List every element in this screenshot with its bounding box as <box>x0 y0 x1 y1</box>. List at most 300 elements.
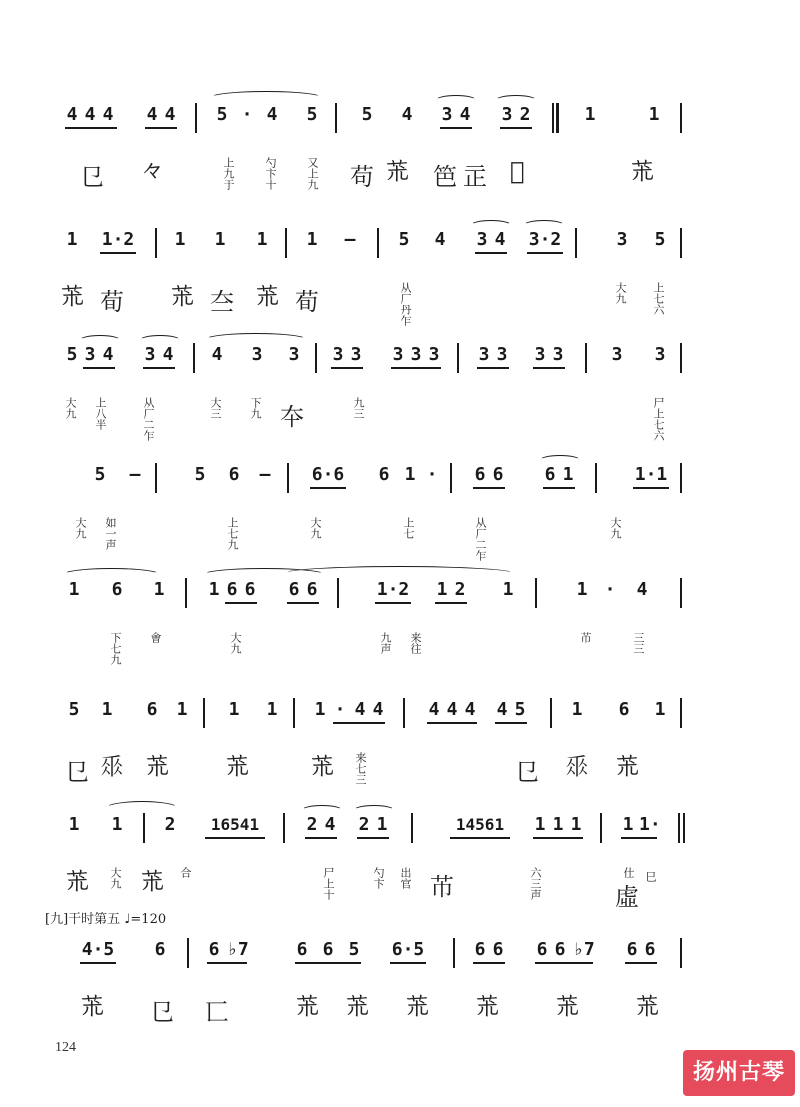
tab-annotation: 来往 <box>409 632 422 654</box>
note: — <box>129 464 141 485</box>
bar-line <box>335 103 337 133</box>
underline <box>225 602 257 604</box>
tab-annotation: 从厂丹乍 <box>399 282 412 326</box>
note: 6 <box>288 579 300 600</box>
note: 6 <box>536 939 548 960</box>
tab-annotation: 大三 <box>209 397 222 419</box>
jianzi-tablature-row <box>55 992 745 1052</box>
note: 3 <box>534 344 546 365</box>
repeat-bar <box>575 228 577 258</box>
note: 6 <box>226 579 238 600</box>
note: 3 <box>476 229 488 250</box>
tab-char: 𠚤 <box>140 157 164 185</box>
note: 6 <box>244 579 256 600</box>
bar-line <box>293 698 295 728</box>
note: 6 <box>474 939 486 960</box>
note: 1· <box>639 814 661 835</box>
number-notation-row <box>55 940 745 990</box>
tab-annotation: 又上九 <box>306 157 319 190</box>
note: 6 <box>146 699 158 720</box>
underline <box>535 962 593 964</box>
note: 1 <box>306 229 318 250</box>
underline <box>83 367 115 369</box>
bar-line <box>457 343 459 373</box>
note: 3 <box>616 229 628 250</box>
tab-annotation: 九三 <box>352 397 365 419</box>
underline <box>65 127 117 129</box>
note: 2 <box>306 814 318 835</box>
tab-char: 苟 <box>350 163 374 191</box>
note: — <box>259 464 271 485</box>
tab-char: 𦬸 <box>385 157 409 185</box>
note: 5 <box>194 464 206 485</box>
note: 6 <box>154 939 166 960</box>
end-bar <box>683 813 685 843</box>
tab-char: 𦬸 <box>405 992 429 1020</box>
tab-annotation: 仕 <box>622 867 635 878</box>
bar-line <box>453 938 455 968</box>
underline <box>533 367 565 369</box>
note: 1 <box>436 579 448 600</box>
note: 1·1 <box>634 464 668 485</box>
tab-char: 㱏 <box>463 163 487 191</box>
bar-line <box>550 698 552 728</box>
note: 3 <box>350 344 362 365</box>
bar-line <box>450 463 452 493</box>
bar-line <box>680 103 682 133</box>
bar-line <box>680 938 682 968</box>
bar-line <box>283 813 285 843</box>
note: 3 <box>501 104 513 125</box>
repeat-bar <box>552 103 554 133</box>
note: 6 <box>111 579 123 600</box>
note: 1 <box>68 814 80 835</box>
bar-line <box>155 228 157 258</box>
note: 2 <box>164 814 176 835</box>
note: 4 <box>354 699 366 720</box>
underline <box>625 962 657 964</box>
bar-line <box>680 463 682 493</box>
note: 6 <box>618 699 630 720</box>
bar-line <box>285 228 287 258</box>
note: 1 <box>256 229 268 250</box>
note: 16541 <box>210 815 260 834</box>
note: 1 <box>66 229 78 250</box>
tab-annotation: 大九 <box>609 517 622 539</box>
number-notation-row <box>55 105 745 155</box>
note: 3 <box>392 344 404 365</box>
note: 3 <box>332 344 344 365</box>
note: 1·2 <box>101 229 135 250</box>
number-notation-row <box>55 345 745 395</box>
tab-annotation: 尸上七六 <box>652 397 665 441</box>
tab-char: 芇 <box>430 873 454 901</box>
underline <box>633 487 669 489</box>
tab-annotation: 上七九 <box>226 517 239 550</box>
number-notation-row <box>55 815 745 865</box>
tab-annotation: 芇 <box>579 632 592 643</box>
note: 6·5 <box>391 939 425 960</box>
note: 4 <box>428 699 440 720</box>
note: 1 <box>502 579 514 600</box>
bar-line <box>403 698 405 728</box>
jianzi-tablature-row <box>55 397 745 457</box>
tab-annotation: 勺卞十 <box>264 157 277 190</box>
tab-char: 𠂹 <box>100 753 124 781</box>
note: 6 <box>208 939 220 960</box>
note: 1 <box>534 814 546 835</box>
tab-char: 𦬸 <box>140 867 164 895</box>
note: 6·6 <box>311 464 345 485</box>
tab-char: 𦬸 <box>145 752 169 780</box>
underline <box>473 962 505 964</box>
bar-line <box>377 228 379 258</box>
tab-annotation: 上七六 <box>652 282 665 315</box>
tab-annotation: 九声 <box>379 632 392 654</box>
bar-line <box>195 103 197 133</box>
note: 2 <box>358 814 370 835</box>
note: 4 <box>164 104 176 125</box>
underline <box>143 367 175 369</box>
note: 1 <box>228 699 240 720</box>
note: 3 <box>428 344 440 365</box>
note: 4 <box>211 344 223 365</box>
bar-line <box>315 343 317 373</box>
tab-annotation: 巳 <box>644 871 657 882</box>
underline <box>207 962 247 964</box>
bar-line <box>143 813 145 843</box>
tab-char: 夲 <box>280 403 304 431</box>
tab-annotation: 三三 <box>632 632 645 654</box>
underline <box>500 127 532 129</box>
bar-line <box>680 578 682 608</box>
underline <box>310 487 346 489</box>
tab-char: 𦬸 <box>225 752 249 780</box>
note: 3 <box>251 344 263 365</box>
note: 1 <box>176 699 188 720</box>
watermark-logo: 扬州古琴 <box>683 1050 795 1096</box>
note: 1 <box>111 814 123 835</box>
note: 4 <box>146 104 158 125</box>
underline <box>495 722 527 724</box>
bar-line <box>680 228 682 258</box>
note: 6 <box>492 464 504 485</box>
note: 2 <box>519 104 531 125</box>
slur <box>210 91 322 104</box>
note: ♭7 <box>573 939 595 960</box>
note: 3 <box>84 344 96 365</box>
note: 4 <box>494 229 506 250</box>
note: 6 <box>474 464 486 485</box>
bar-line <box>595 463 597 493</box>
note: 14561 <box>455 815 505 834</box>
tab-char: 𦬸 <box>65 867 89 895</box>
number-notation-row <box>55 230 745 280</box>
slur <box>495 95 537 106</box>
note: 4 <box>372 699 384 720</box>
underline <box>543 487 575 489</box>
note: 4 <box>102 344 114 365</box>
note: 5 <box>216 104 228 125</box>
underline <box>205 837 265 839</box>
underline <box>473 487 505 489</box>
bar-line <box>585 343 587 373</box>
tab-annotation: 下九 <box>249 397 262 419</box>
note: 5 <box>514 699 526 720</box>
tab-annotation: 六三声 <box>529 867 542 900</box>
tab-char: 𦬸 <box>170 282 194 310</box>
note: · <box>604 579 616 600</box>
note: 6 <box>554 939 566 960</box>
note: 4 <box>162 344 174 365</box>
underline <box>533 837 583 839</box>
note: 1 <box>314 699 326 720</box>
slur <box>205 333 307 346</box>
note: 1 <box>648 104 660 125</box>
note: 4 <box>446 699 458 720</box>
note: 3 <box>496 344 508 365</box>
underline <box>527 252 563 254</box>
end-bar <box>678 813 680 843</box>
jianzi-tablature-row <box>55 157 745 217</box>
tab-annotation: 来七三 <box>354 752 367 785</box>
slur <box>523 220 565 231</box>
note: · <box>334 699 346 720</box>
underline <box>80 962 116 964</box>
note: 3 <box>441 104 453 125</box>
bar-line <box>203 698 205 728</box>
note: 1 <box>266 699 278 720</box>
note: 5 <box>398 229 410 250</box>
bar-line <box>193 343 195 373</box>
bar-line <box>600 813 602 843</box>
note: 1 <box>552 814 564 835</box>
tab-annotation: 下七九 <box>109 632 122 665</box>
note: 4 <box>102 104 114 125</box>
note: 1 <box>404 464 416 485</box>
underline <box>145 127 177 129</box>
section-label: [九]干时第五 ♩=120 <box>45 912 167 927</box>
note: 4 <box>496 699 508 720</box>
note: 1 <box>376 814 388 835</box>
bar-line <box>155 463 157 493</box>
tab-char: 㔾 <box>515 758 539 786</box>
note: 4·5 <box>81 939 115 960</box>
tab-annotation: 㑹 <box>149 632 162 643</box>
note: 4 <box>266 104 278 125</box>
note: 6 <box>544 464 556 485</box>
tab-char: 𦬸 <box>310 752 334 780</box>
note: 1 <box>622 814 634 835</box>
note: 3 <box>144 344 156 365</box>
note: ♭7 <box>227 939 249 960</box>
underline <box>435 602 467 604</box>
tab-char: 𦬸 <box>255 282 279 310</box>
bar-line <box>680 343 682 373</box>
bar-line <box>337 578 339 608</box>
tab-char: 𦻏 <box>510 157 525 185</box>
note: 3·2 <box>528 229 562 250</box>
note: 1 <box>174 229 186 250</box>
bar-line <box>187 938 189 968</box>
tab-char: 𠂹 <box>565 753 589 781</box>
note: 4 <box>324 814 336 835</box>
tab-annotation: 大九 <box>229 632 242 654</box>
slur <box>539 455 581 466</box>
bar-line <box>680 698 682 728</box>
tab-annotation: 上九于 <box>222 157 235 190</box>
note: 1 <box>570 814 582 835</box>
note: 1 <box>153 579 165 600</box>
number-notation-row <box>55 580 745 630</box>
tab-char: 𦬸 <box>630 157 654 185</box>
slur <box>79 335 121 346</box>
tab-char: 𦬸 <box>345 992 369 1020</box>
note: 4 <box>84 104 96 125</box>
note: 6 <box>644 939 656 960</box>
note: 1 <box>576 579 588 600</box>
underline <box>357 837 389 839</box>
note: 3 <box>478 344 490 365</box>
bar-line <box>185 578 187 608</box>
tab-char: 虛 <box>615 883 639 911</box>
note: 1 <box>584 104 596 125</box>
tab-char: 𦬸 <box>635 992 659 1020</box>
tab-char: 𦬸 <box>295 992 319 1020</box>
slur <box>105 801 179 816</box>
tab-annotation: 大九 <box>309 517 322 539</box>
tab-annotation: 大九 <box>109 867 122 889</box>
tab-char: 㔾 <box>150 998 174 1026</box>
number-notation-row <box>55 465 745 515</box>
note: 5 <box>68 699 80 720</box>
note: · <box>241 104 253 125</box>
underline <box>440 127 472 129</box>
note: 6 <box>626 939 638 960</box>
note: 1 <box>654 699 666 720</box>
note: 6 <box>296 939 308 960</box>
note: 4 <box>434 229 446 250</box>
tab-char: 𦬸 <box>475 992 499 1020</box>
slur <box>139 335 181 346</box>
tab-char: 匸 <box>205 998 229 1026</box>
jianzi-tablature-row <box>55 282 745 342</box>
note: 1 <box>68 579 80 600</box>
tab-annotation: 尸上十 <box>322 867 335 900</box>
tab-char: 荀 <box>295 288 319 316</box>
slur <box>435 95 477 106</box>
note: 1 <box>214 229 226 250</box>
note: 4 <box>636 579 648 600</box>
note: 6 <box>378 464 390 485</box>
note: 1 <box>571 699 583 720</box>
underline <box>305 837 337 839</box>
tab-char: 𦬸 <box>60 282 84 310</box>
note: — <box>344 229 356 250</box>
underline <box>375 602 411 604</box>
slur <box>470 220 512 231</box>
note: 5 <box>66 344 78 365</box>
note: 1 <box>562 464 574 485</box>
note: 6 <box>322 939 334 960</box>
tab-char: 荀 <box>100 288 124 316</box>
underline <box>475 252 507 254</box>
bar-line <box>287 463 289 493</box>
note: 5 <box>94 464 106 485</box>
underline <box>450 837 510 839</box>
note: 5 <box>306 104 318 125</box>
bar-line <box>535 578 537 608</box>
note: · <box>426 464 438 485</box>
page-number: 124 <box>55 1040 76 1055</box>
jianzi-tablature-row <box>55 632 745 692</box>
note: 1·2 <box>376 579 410 600</box>
note: 3 <box>288 344 300 365</box>
slur <box>283 566 515 581</box>
tab-char: 㔾 <box>65 758 89 786</box>
tab-annotation: 大九 <box>74 517 87 539</box>
tab-char: 𦬸 <box>615 752 639 780</box>
underline <box>477 367 509 369</box>
tab-char: 夳 <box>210 288 234 316</box>
note: 3 <box>410 344 422 365</box>
tab-annotation: 合 <box>179 867 192 878</box>
underline <box>390 962 426 964</box>
note: 4 <box>459 104 471 125</box>
tab-annotation: 勺卞 <box>372 867 385 889</box>
note: 4 <box>66 104 78 125</box>
tab-annotation: 从厂二乍 <box>474 517 487 561</box>
tab-char: 𦬸 <box>555 992 579 1020</box>
repeat-bar <box>556 103 559 133</box>
note: 4 <box>401 104 413 125</box>
underline <box>100 252 136 254</box>
note: 6 <box>228 464 240 485</box>
underline <box>391 367 441 369</box>
underline <box>287 602 319 604</box>
note: 4 <box>464 699 476 720</box>
slur <box>301 805 343 816</box>
note: 6 <box>306 579 318 600</box>
slur <box>353 805 395 816</box>
underline <box>333 722 385 724</box>
slur <box>63 568 160 581</box>
underline <box>295 962 361 964</box>
tab-char: 笆 <box>433 163 457 191</box>
note: 2 <box>454 579 466 600</box>
tab-annotation: 上七 <box>402 517 415 539</box>
note: 5 <box>361 104 373 125</box>
tab-annotation: 出官 <box>399 867 412 889</box>
note: 5 <box>654 229 666 250</box>
tab-annotation: 上八半 <box>94 397 107 430</box>
note: 3 <box>654 344 666 365</box>
underline <box>427 722 477 724</box>
underline <box>621 837 657 839</box>
note: 3 <box>552 344 564 365</box>
tab-annotation: 大九 <box>614 282 627 304</box>
number-notation-row <box>55 700 745 750</box>
note: 6 <box>492 939 504 960</box>
underline <box>331 367 363 369</box>
note: 1 <box>101 699 113 720</box>
bar-line <box>411 813 413 843</box>
note: 3 <box>611 344 623 365</box>
tab-annotation: 如一声 <box>104 517 117 550</box>
tab-annotation: 大九 <box>64 397 77 419</box>
tab-char: 𦬸 <box>80 992 104 1020</box>
tab-annotation: 从厂二乍 <box>142 397 155 441</box>
